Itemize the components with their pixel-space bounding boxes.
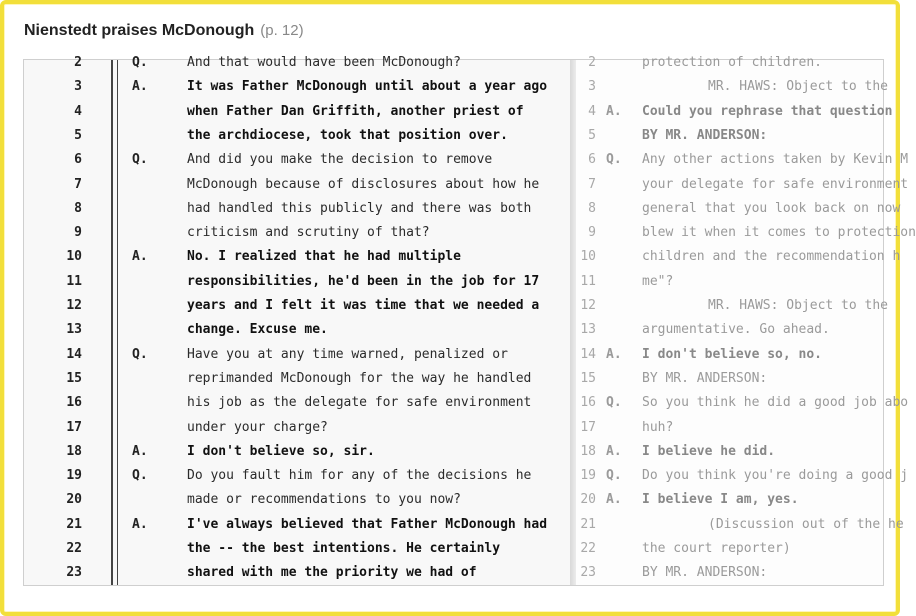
line-text: responsibilities, he'd been in the job for 17 <box>187 273 540 289</box>
transcript-line <box>576 245 901 269</box>
line-number: 4 <box>588 103 596 119</box>
line-number: 11 <box>580 273 596 289</box>
line-number: 23 <box>580 565 596 581</box>
speaker-label: A. <box>132 443 148 459</box>
speaker-label: A. <box>132 249 148 265</box>
transcript-line <box>24 221 572 245</box>
line-text: the -- the best intentions. He certainly <box>187 541 501 556</box>
left-margin-rule-inner <box>117 60 118 585</box>
line-text: had handled this publicly and there was both <box>187 200 532 216</box>
transcript-line <box>24 100 572 124</box>
line-number: 14 <box>580 346 596 362</box>
speaker-label: A. <box>606 103 622 119</box>
line-number: 17 <box>580 419 596 435</box>
speaker-label: Q. <box>132 152 148 168</box>
line-number: 12 <box>66 298 82 313</box>
line-text: McDonough because of disclosures about how he <box>187 176 540 192</box>
line-number: 13 <box>580 322 596 338</box>
line-number: 7 <box>74 176 82 192</box>
speaker-label: Q. <box>132 468 148 484</box>
line-text: your delegate for safe environment <box>642 176 909 192</box>
speaker-label: Q. <box>606 152 622 168</box>
line-text: (Discussion out of the he <box>708 516 904 532</box>
transcript-line <box>576 488 883 512</box>
line-number: 3 <box>74 79 82 95</box>
line-number: 23 <box>66 565 82 581</box>
transcript-line <box>576 464 909 488</box>
caption-page-ref: (p. 12) <box>260 22 304 39</box>
line-number: 19 <box>66 468 82 484</box>
transcript-line <box>24 245 572 269</box>
line-text: Have you at any time warned, penalized or <box>187 346 508 362</box>
line-text: Could you rephrase that question <box>642 103 893 119</box>
line-text: I don't believe so, sir. <box>187 443 375 459</box>
line-number: 17 <box>66 419 82 435</box>
line-text: the archdiocese, took that position over. <box>187 127 508 143</box>
line-number: 9 <box>74 225 82 241</box>
transcript-line <box>576 51 883 75</box>
line-number: 22 <box>66 541 82 556</box>
line-number: 5 <box>74 127 82 143</box>
transcript-page-left <box>24 55 572 585</box>
transcript-line <box>24 391 572 415</box>
transcript-line <box>576 318 883 342</box>
line-text: BY MR. ANDERSON: <box>642 370 768 386</box>
speaker-label: Q. <box>132 55 148 70</box>
line-number: 8 <box>588 200 596 216</box>
transcript-line <box>24 51 572 75</box>
transcript-line <box>24 367 572 391</box>
line-text: the court reporter) <box>642 541 791 556</box>
transcript-scan <box>23 55 916 586</box>
line-number: 2 <box>588 55 596 70</box>
transcript-line <box>24 75 572 99</box>
line-text: huh? <box>642 419 674 435</box>
transcript-line <box>24 148 572 172</box>
line-text: It was Father McDonough until about a year ago <box>187 79 548 95</box>
line-number: 21 <box>66 516 82 532</box>
speaker-label: Q. <box>132 346 148 362</box>
line-number: 22 <box>580 541 596 556</box>
line-number: 12 <box>580 298 596 313</box>
line-text: change. Excuse me. <box>187 322 328 338</box>
line-text: Do you think you're doing a good j <box>642 468 909 484</box>
transcript-line <box>576 173 909 197</box>
line-number: 13 <box>66 322 82 338</box>
transcript-line <box>24 416 572 440</box>
transcript-line <box>576 416 883 440</box>
line-number: 16 <box>66 395 82 411</box>
line-number: 11 <box>66 273 82 289</box>
transcript-line <box>576 148 909 172</box>
speaker-label: A. <box>606 346 622 362</box>
transcript-line <box>24 197 572 221</box>
transcript-line <box>24 294 572 318</box>
transcript-line <box>24 561 572 585</box>
line-number: 3 <box>588 79 596 95</box>
line-number: 15 <box>66 370 82 386</box>
line-text: criticism and scrutiny of that? <box>187 225 430 241</box>
line-number: 9 <box>588 225 596 241</box>
line-text: when Father Dan Griffith, another priest of <box>187 103 524 119</box>
speaker-label: A. <box>132 516 148 532</box>
line-number: 4 <box>74 103 82 119</box>
line-text: his job as the delegate for safe environment <box>187 395 532 411</box>
transcript-line <box>576 343 883 367</box>
line-text: shared with me the priority we had of <box>187 565 477 581</box>
line-number: 5 <box>588 127 596 143</box>
line-number: 6 <box>74 152 82 168</box>
line-text: And that would have been McDonough? <box>187 55 461 70</box>
speaker-label: A. <box>606 492 622 508</box>
transcript-line <box>576 270 883 294</box>
transcript-line <box>576 100 893 124</box>
speaker-label: A. <box>606 443 622 459</box>
transcript-line <box>576 537 883 561</box>
line-text: I believe he did. <box>642 443 776 459</box>
line-text: I've always believed that Father McDonough had <box>187 516 548 532</box>
transcript-line <box>24 343 572 367</box>
transcript-page-right <box>576 55 916 585</box>
line-number: 6 <box>588 152 596 168</box>
line-number: 20 <box>580 492 596 508</box>
transcript-line <box>24 440 572 464</box>
transcript-line <box>24 318 572 342</box>
transcript-line <box>576 221 916 245</box>
line-text: BY MR. ANDERSON: <box>642 565 768 581</box>
line-text: I don't believe so, no. <box>642 346 823 362</box>
transcript-line <box>576 294 889 318</box>
line-text: argumentative. Go ahead. <box>642 322 830 338</box>
line-number: 10 <box>66 249 82 265</box>
left-margin-rule <box>111 60 113 585</box>
line-text: So you think he did a good job abo <box>642 395 909 411</box>
transcript-line <box>576 513 904 537</box>
caption <box>24 22 304 40</box>
line-text: general that you look back on now <box>642 200 901 216</box>
transcript-line <box>24 488 572 512</box>
line-text: protection of children. <box>642 55 823 70</box>
line-number: 19 <box>580 468 596 484</box>
transcript-line <box>24 464 572 488</box>
line-number: 8 <box>74 200 82 216</box>
line-number: 18 <box>66 443 82 459</box>
transcript-line <box>24 513 572 537</box>
speaker-label: A. <box>132 79 148 95</box>
transcript-line <box>576 440 883 464</box>
line-text: And did you make the decision to remove <box>187 152 493 168</box>
line-number: 10 <box>580 249 596 265</box>
line-number: 7 <box>588 176 596 192</box>
speaker-label: Q. <box>606 468 622 484</box>
line-number: 16 <box>580 395 596 411</box>
transcript-line <box>24 124 572 148</box>
line-number: 14 <box>66 346 82 362</box>
transcript-line <box>576 367 883 391</box>
line-number: 15 <box>580 370 596 386</box>
line-text: years and I felt it was time that we needed a <box>187 298 540 313</box>
transcript-line <box>24 173 572 197</box>
line-text: made or recommendations to you now? <box>187 492 461 508</box>
line-text: under your charge? <box>187 419 328 435</box>
line-text: reprimanded McDonough for the way he handled <box>187 370 532 386</box>
line-number: 21 <box>580 516 596 532</box>
line-text: Do you fault him for any of the decisions he <box>187 468 532 484</box>
line-text: MR. HAWS: Object to the <box>708 79 889 95</box>
transcript-line <box>576 391 909 415</box>
line-text: blew it when it comes to protection <box>642 225 916 241</box>
line-text: me"? <box>642 273 674 289</box>
line-text: BY MR. ANDERSON: <box>642 127 768 143</box>
line-text: MR. HAWS: Object to the <box>708 298 889 313</box>
line-text: No. I realized that he had multiple <box>187 249 461 265</box>
transcript-line <box>576 197 901 221</box>
line-number: 20 <box>66 492 82 508</box>
line-number: 18 <box>580 443 596 459</box>
line-text: I believe I am, yes. <box>642 492 799 508</box>
caption-title: Nienstedt praises McDonough <box>24 22 255 39</box>
line-number: 2 <box>74 55 82 70</box>
transcript-line <box>24 537 572 561</box>
speaker-label: Q. <box>606 395 622 411</box>
line-text: children and the recommendation h <box>642 249 901 265</box>
line-text: Any other actions taken by Kevin M <box>642 152 909 168</box>
transcript-line <box>24 270 572 294</box>
transcript-line <box>576 124 883 148</box>
transcript-line <box>576 561 883 585</box>
transcript-line <box>576 75 889 99</box>
